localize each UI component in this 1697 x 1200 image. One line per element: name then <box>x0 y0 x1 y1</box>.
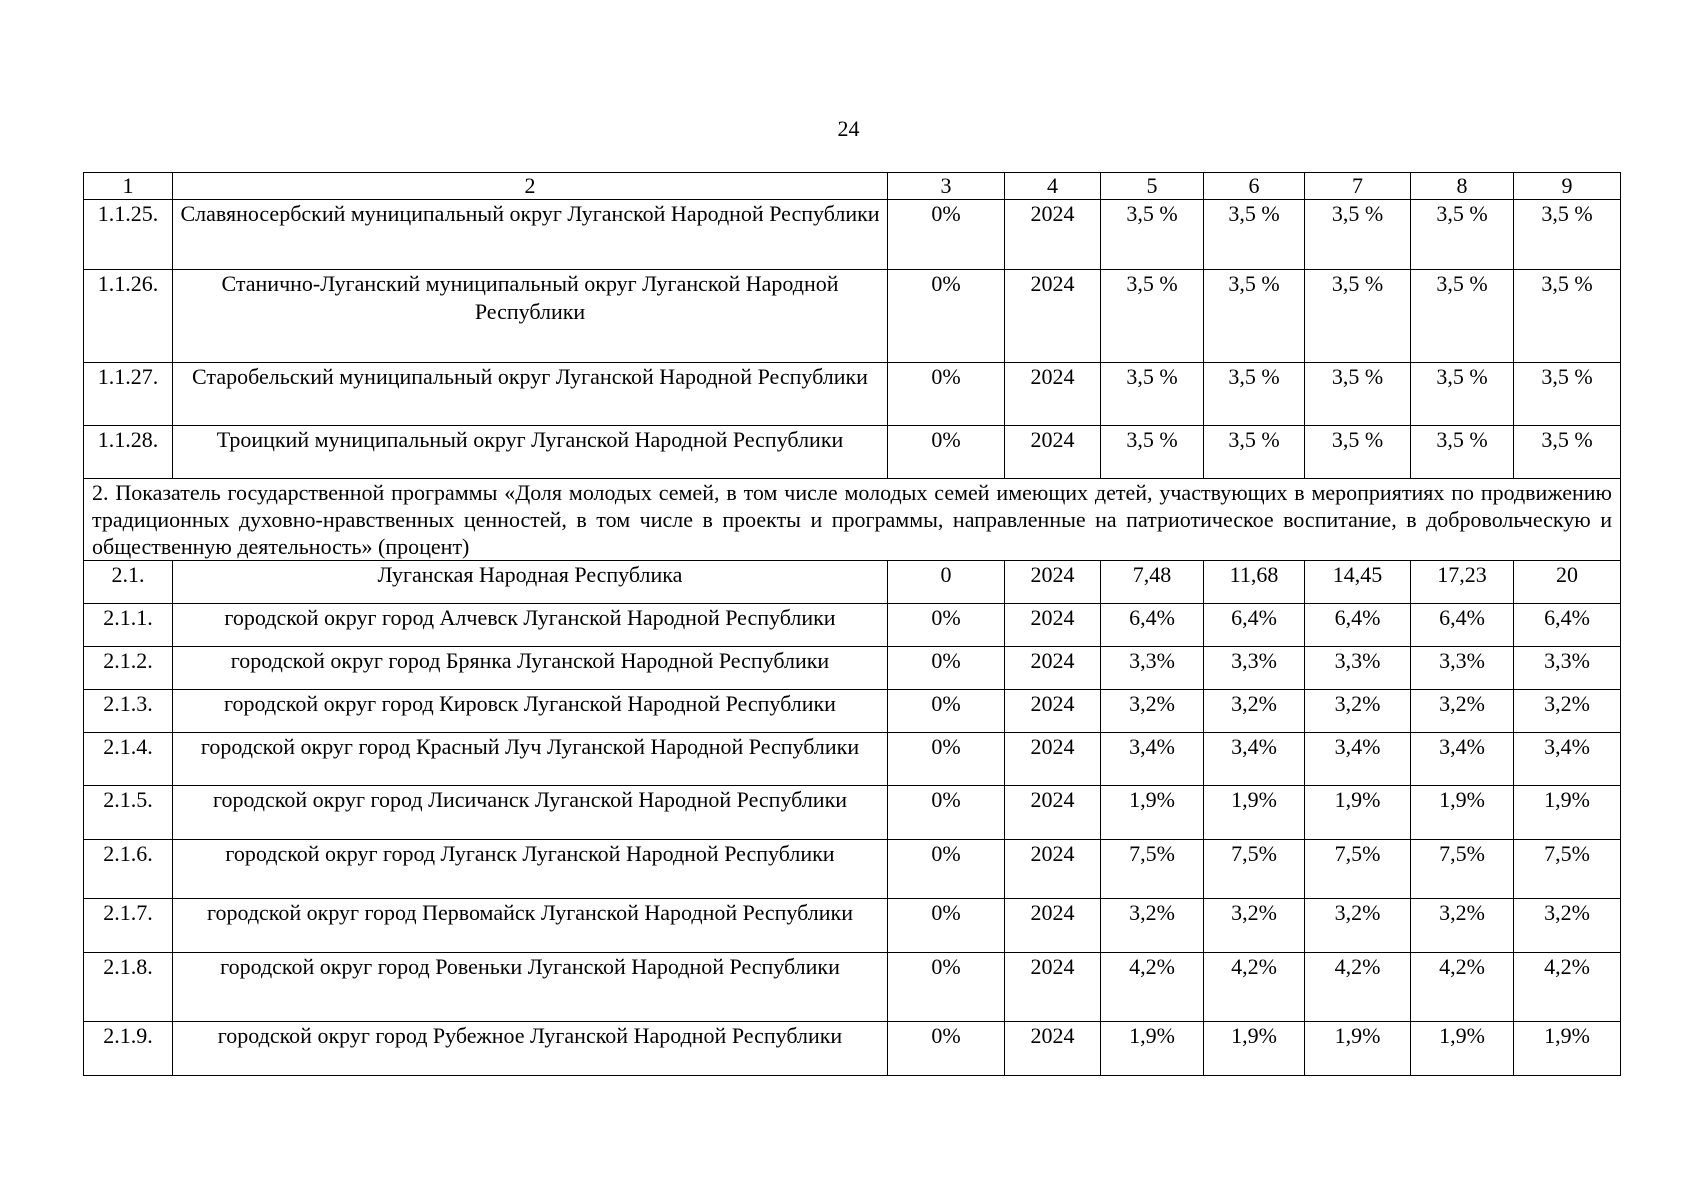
row-number: 2.1.1. <box>84 604 173 647</box>
row-name: городской округ город Лисичанск Луганской Народной Республики <box>173 786 888 840</box>
row-number: 2.1.5. <box>84 786 173 840</box>
column-header-5: 5 <box>1101 173 1204 200</box>
value-col-5: 3,5 % <box>1101 270 1204 363</box>
base-year: 2024 <box>1005 363 1101 426</box>
value-col-9: 20 <box>1514 561 1621 604</box>
value-col-7: 3,3% <box>1305 647 1411 690</box>
value-col-9: 3,4% <box>1514 733 1621 786</box>
base-value: 0% <box>888 200 1005 270</box>
value-col-7: 1,9% <box>1305 786 1411 840</box>
column-header-7: 7 <box>1305 173 1411 200</box>
base-year: 2024 <box>1005 690 1101 733</box>
value-col-6: 4,2% <box>1204 953 1305 1022</box>
table-row <box>84 733 1621 786</box>
base-year: 2024 <box>1005 426 1101 479</box>
table-row <box>84 363 1621 426</box>
value-col-6: 3,5 % <box>1204 200 1305 270</box>
value-col-5: 3,5 % <box>1101 363 1204 426</box>
base-value: 0% <box>888 690 1005 733</box>
table-row <box>84 953 1621 1022</box>
table-row <box>84 786 1621 840</box>
value-col-8: 3,5 % <box>1411 200 1514 270</box>
value-col-8: 1,9% <box>1411 786 1514 840</box>
base-year: 2024 <box>1005 786 1101 840</box>
row-number: 2.1.2. <box>84 647 173 690</box>
value-col-5: 3,5 % <box>1101 426 1204 479</box>
row-number: 2.1. <box>84 561 173 604</box>
column-header-6: 6 <box>1204 173 1305 200</box>
value-col-6: 3,5 % <box>1204 426 1305 479</box>
column-header-2: 2 <box>173 173 888 200</box>
value-col-9: 3,5 % <box>1514 270 1621 363</box>
value-col-5: 4,2% <box>1101 953 1204 1022</box>
value-col-9: 3,5 % <box>1514 426 1621 479</box>
value-col-6: 11,68 <box>1204 561 1305 604</box>
base-value: 0% <box>888 840 1005 899</box>
row-name: городской округ город Алчевск Луганской Народной Республики <box>173 604 888 647</box>
value-col-6: 7,5% <box>1204 840 1305 899</box>
row-name: городской округ город Ровеньки Луганской Народной Республики <box>173 953 888 1022</box>
base-year: 2024 <box>1005 200 1101 270</box>
base-year: 2024 <box>1005 270 1101 363</box>
value-col-8: 3,5 % <box>1411 363 1514 426</box>
value-col-9: 3,3% <box>1514 647 1621 690</box>
value-col-5: 3,2% <box>1101 690 1204 733</box>
value-col-5: 1,9% <box>1101 1022 1204 1076</box>
table-row <box>84 1022 1621 1076</box>
base-value: 0% <box>888 786 1005 840</box>
value-col-8: 3,5 % <box>1411 426 1514 479</box>
table-row <box>84 561 1621 604</box>
value-col-8: 17,23 <box>1411 561 1514 604</box>
table-row <box>84 604 1621 647</box>
value-col-9: 3,2% <box>1514 899 1621 953</box>
value-col-8: 3,5 % <box>1411 270 1514 363</box>
base-year: 2024 <box>1005 899 1101 953</box>
value-col-7: 4,2% <box>1305 953 1411 1022</box>
value-col-7: 3,4% <box>1305 733 1411 786</box>
value-col-8: 4,2% <box>1411 953 1514 1022</box>
row-number: 2.1.6. <box>84 840 173 899</box>
row-name: Луганская Народная Республика <box>173 561 888 604</box>
base-year: 2024 <box>1005 561 1101 604</box>
column-header-1: 1 <box>84 173 173 200</box>
row-number: 1.1.27. <box>84 363 173 426</box>
base-year: 2024 <box>1005 840 1101 899</box>
section-title: 2. Показатель государственной программы «Доля молодых семей, в том числе молодых семей имеющих детей, участвующих в мероприятиях по продвижению традиционных духовно-нравственных ценностей, в том числе в проекты и программы, направленные на патриотическое воспитание, в добровольческую и общественную деятельность» (процент) <box>84 479 1621 561</box>
column-header-4: 4 <box>1005 173 1101 200</box>
row-name: городской округ город Красный Луч Луганской Народной Республики <box>173 733 888 786</box>
value-col-5: 3,3% <box>1101 647 1204 690</box>
value-col-9: 3,5 % <box>1514 200 1621 270</box>
base-value: 0% <box>888 953 1005 1022</box>
value-col-5: 7,5% <box>1101 840 1204 899</box>
base-value: 0% <box>888 733 1005 786</box>
base-year: 2024 <box>1005 604 1101 647</box>
base-value: 0% <box>888 1022 1005 1076</box>
value-col-9: 1,9% <box>1514 786 1621 840</box>
row-number: 2.1.4. <box>84 733 173 786</box>
row-number: 2.1.9. <box>84 1022 173 1076</box>
value-col-5: 3,4% <box>1101 733 1204 786</box>
row-number: 1.1.28. <box>84 426 173 479</box>
value-col-8: 6,4% <box>1411 604 1514 647</box>
value-col-7: 6,4% <box>1305 604 1411 647</box>
value-col-6: 1,9% <box>1204 1022 1305 1076</box>
value-col-9: 3,2% <box>1514 690 1621 733</box>
value-col-7: 3,5 % <box>1305 363 1411 426</box>
value-col-8: 7,5% <box>1411 840 1514 899</box>
page-number: 24 <box>837 116 860 141</box>
base-value: 0% <box>888 426 1005 479</box>
value-col-8: 1,9% <box>1411 1022 1514 1076</box>
row-name: городской округ город Рубежное Луганской Народной Республики <box>173 1022 888 1076</box>
value-col-9: 1,9% <box>1514 1022 1621 1076</box>
table-row <box>84 899 1621 953</box>
value-col-7: 14,45 <box>1305 561 1411 604</box>
value-col-7: 3,2% <box>1305 690 1411 733</box>
row-number: 1.1.26. <box>84 270 173 363</box>
value-col-7: 3,2% <box>1305 899 1411 953</box>
table-row <box>84 690 1621 733</box>
base-year: 2024 <box>1005 647 1101 690</box>
value-col-6: 1,9% <box>1204 786 1305 840</box>
value-col-9: 3,5 % <box>1514 363 1621 426</box>
value-col-8: 3,2% <box>1411 899 1514 953</box>
indicator-table <box>83 172 1621 1076</box>
value-col-9: 6,4% <box>1514 604 1621 647</box>
value-col-6: 3,5 % <box>1204 270 1305 363</box>
value-col-9: 7,5% <box>1514 840 1621 899</box>
value-col-5: 1,9% <box>1101 786 1204 840</box>
table-row <box>84 647 1621 690</box>
table-row <box>84 426 1621 479</box>
value-col-7: 1,9% <box>1305 1022 1411 1076</box>
value-col-6: 3,5 % <box>1204 363 1305 426</box>
value-col-5: 7,48 <box>1101 561 1204 604</box>
value-col-7: 3,5 % <box>1305 200 1411 270</box>
section-title-row <box>84 479 1621 561</box>
column-header-8: 8 <box>1411 173 1514 200</box>
value-col-5: 3,5 % <box>1101 200 1204 270</box>
row-name: городской округ город Кировск Луганской Народной Республики <box>173 690 888 733</box>
value-col-6: 3,3% <box>1204 647 1305 690</box>
value-col-6: 3,2% <box>1204 899 1305 953</box>
value-col-7: 3,5 % <box>1305 426 1411 479</box>
base-value: 0% <box>888 647 1005 690</box>
row-number: 2.1.8. <box>84 953 173 1022</box>
value-col-6: 6,4% <box>1204 604 1305 647</box>
table-row <box>84 840 1621 899</box>
column-header-9: 9 <box>1514 173 1621 200</box>
value-col-6: 3,2% <box>1204 690 1305 733</box>
row-number: 1.1.25. <box>84 200 173 270</box>
value-col-7: 3,5 % <box>1305 270 1411 363</box>
base-value: 0% <box>888 899 1005 953</box>
base-year: 2024 <box>1005 1022 1101 1076</box>
value-col-6: 3,4% <box>1204 733 1305 786</box>
header-row <box>84 173 1621 200</box>
row-name: Славяносербский муниципальный округ Луганской Народной Республики <box>173 200 888 270</box>
row-name: Троицкий муниципальный округ Луганской Народной Республики <box>173 426 888 479</box>
row-name: Станично-Луганский муниципальный округ Луганской Народной Республики <box>173 270 888 363</box>
base-year: 2024 <box>1005 733 1101 786</box>
row-name: городской округ город Луганск Луганской Народной Республики <box>173 840 888 899</box>
row-name: городской округ город Первомайск Луганской Народной Республики <box>173 899 888 953</box>
base-value: 0% <box>888 270 1005 363</box>
row-name: Старобельский муниципальный округ Луганской Народной Республики <box>173 363 888 426</box>
row-number: 2.1.3. <box>84 690 173 733</box>
base-value: 0 <box>888 561 1005 604</box>
row-number: 2.1.7. <box>84 899 173 953</box>
table-row <box>84 200 1621 270</box>
row-name: городской округ город Брянка Луганской Народной Республики <box>173 647 888 690</box>
base-value: 0% <box>888 604 1005 647</box>
base-year: 2024 <box>1005 953 1101 1022</box>
value-col-8: 3,4% <box>1411 733 1514 786</box>
table-row <box>84 270 1621 363</box>
base-value: 0% <box>888 363 1005 426</box>
value-col-7: 7,5% <box>1305 840 1411 899</box>
value-col-5: 6,4% <box>1101 604 1204 647</box>
value-col-8: 3,2% <box>1411 690 1514 733</box>
value-col-9: 4,2% <box>1514 953 1621 1022</box>
value-col-8: 3,3% <box>1411 647 1514 690</box>
column-header-3: 3 <box>888 173 1005 200</box>
value-col-5: 3,2% <box>1101 899 1204 953</box>
